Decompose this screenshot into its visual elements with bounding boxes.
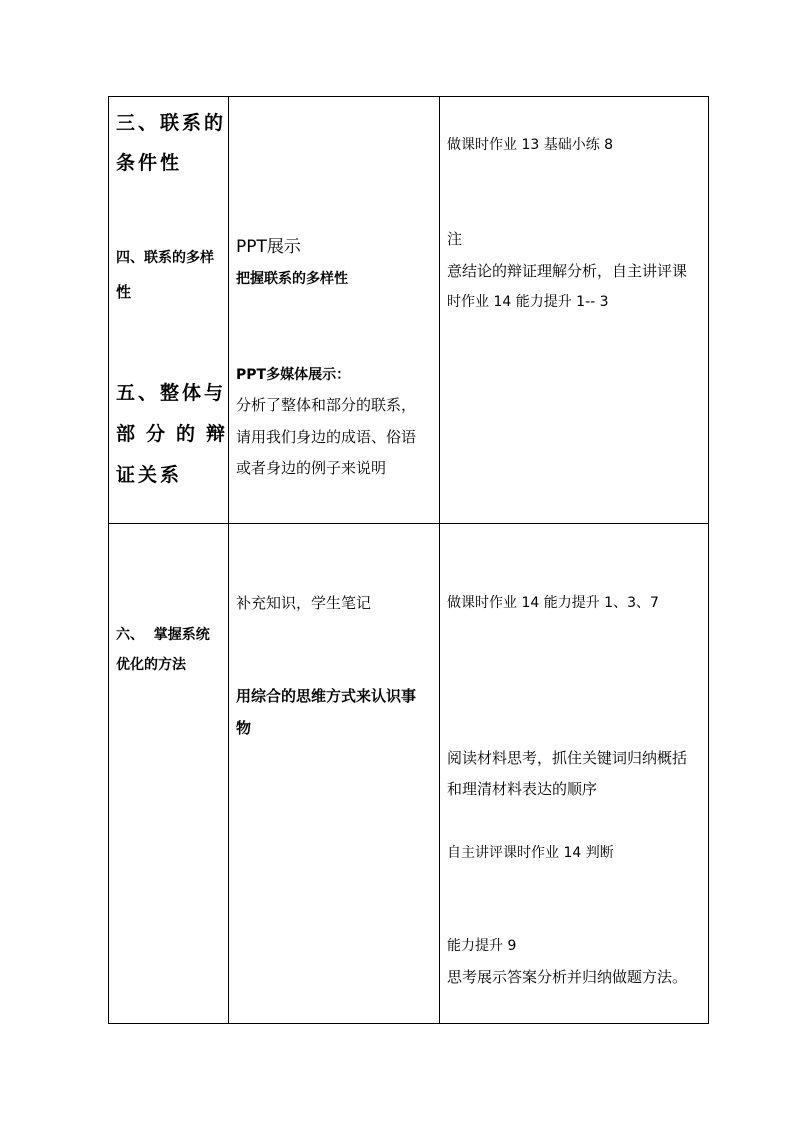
activity-analysis-line2: 请用我们身边的成语、俗语 xyxy=(236,428,417,446)
reading-line1: 阅读材料思考，抓住关键词归纳概括 xyxy=(447,749,688,767)
ppt-display-label: PPT展示 xyxy=(236,237,301,257)
self-review-text: 自主讲评课时作业 14 判断 xyxy=(447,845,614,861)
lesson-plan-table xyxy=(108,96,709,1024)
reading-line2: 和理清材料表达的顺序 xyxy=(447,780,598,798)
ppt-multimedia-label: PPT多媒体展示： xyxy=(236,367,351,383)
column-divider-1 xyxy=(228,96,229,1024)
section-5-title-line3: 证关系 xyxy=(116,464,183,486)
method-text-line1: 用综合的思维方式来认识事 xyxy=(236,687,417,705)
section-4-title-line1: 四、联系的多样 xyxy=(116,250,214,266)
note-line2: 时作业 14 能力提升 1-- 3 xyxy=(447,294,609,310)
column-divider-2 xyxy=(439,96,440,1024)
homework-14-text: 做课时作业 14 能力提升 1、3、7 xyxy=(447,595,659,611)
section-3-title-line1: 三、联系的 xyxy=(116,112,227,134)
method-text-line2: 物 xyxy=(236,719,252,737)
think-text: 思考展示答案分析并归纳做题方法。 xyxy=(447,968,688,986)
homework-13-text: 做课时作业 13 基础小练 8 xyxy=(447,137,614,153)
grasp-diversity-text: 把握联系的多样性 xyxy=(236,271,348,287)
note-line1: 意结论的辩证理解分析，自主讲评课 xyxy=(447,262,688,280)
section-6-title-line2: 优化的方法 xyxy=(116,657,186,673)
section-4-title-line2: 性 xyxy=(116,283,132,301)
supplement-notes-text: 补充知识，学生笔记 xyxy=(236,594,372,612)
section-5-title-line2: 部分的辩 xyxy=(116,423,237,445)
activity-analysis-line1: 分析了整体和部分的联系， xyxy=(236,396,417,414)
activity-analysis-line3: 或者身边的例子来说明 xyxy=(236,459,387,477)
section-5-title-line1: 五、整体与 xyxy=(116,382,227,404)
section-6-title-line1: 六、 掌握系统 xyxy=(116,627,210,643)
section-3-title-line2: 条件性 xyxy=(116,152,183,174)
ability-text: 能力提升 9 xyxy=(447,938,517,954)
row-divider xyxy=(108,523,709,524)
note-label: 注 xyxy=(447,230,463,248)
